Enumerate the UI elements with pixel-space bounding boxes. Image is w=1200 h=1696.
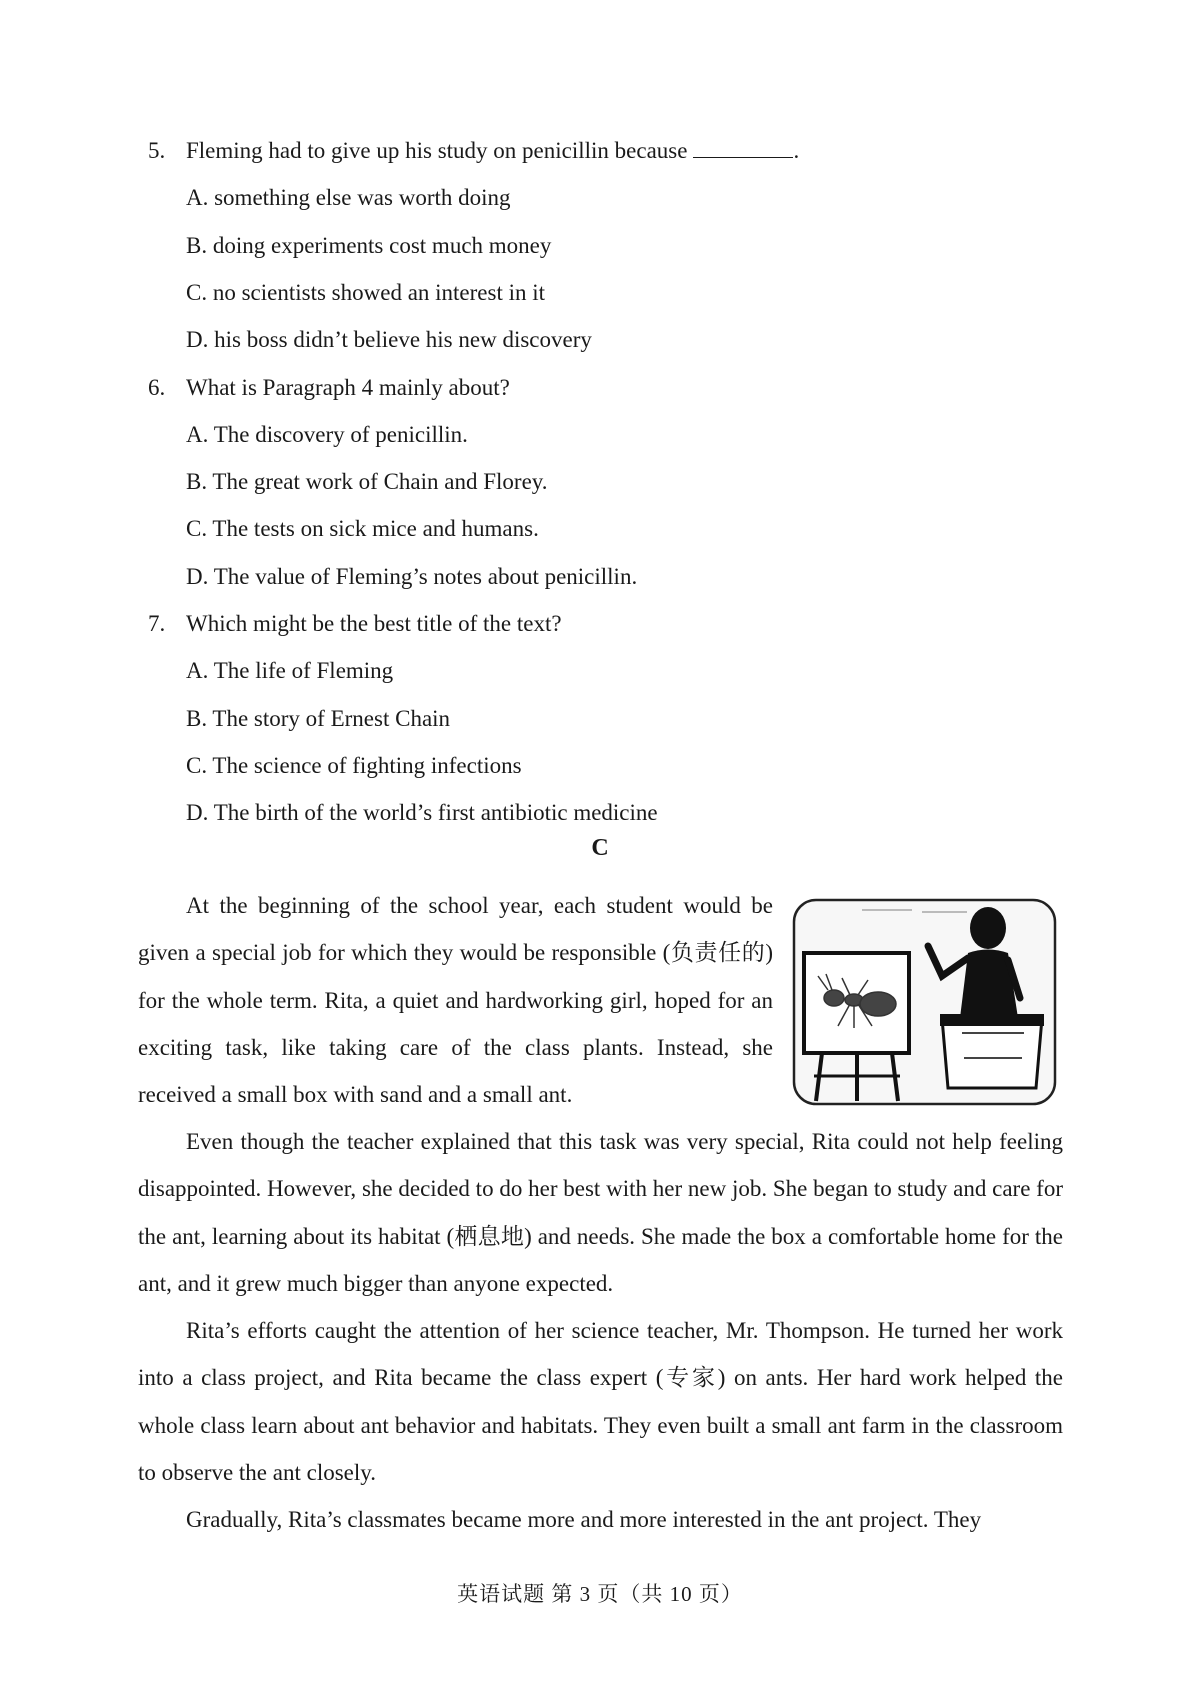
question-text: What is Paragraph 4 mainly about? (186, 374, 510, 400)
question-7 (148, 600, 1048, 836)
question-number: 5. (148, 138, 166, 163)
question-stem (148, 127, 1048, 174)
question-5 (148, 127, 1048, 363)
option-b: B. The great work of Chain and Florey. (186, 469, 548, 495)
option-c: C. The tests on sick mice and humans. (186, 516, 539, 542)
question-stem (148, 600, 1048, 647)
passage-paragraph-4: Gradually, Rita’s classmates became more and more interested in the ant project. They (186, 1507, 982, 1532)
passage-paragraph-1: At the beginning of the school year, each student would be given a special job for which they would be responsible (负责任的) for the whole term. Rita, a quiet and hardworking girl, hoped for an exciting task, like taking care of the class plants. Instead, she received a small box with sand and a small ant. (138, 893, 773, 1108)
section-title: C (591, 835, 609, 861)
desk-icon (940, 1014, 1044, 1088)
option-d: D. The value of Fleming’s notes about penicillin. (186, 563, 638, 589)
answer-blank (693, 139, 793, 158)
option-a: A. The life of Fleming (186, 658, 394, 684)
option-b: B. doing experiments cost much money (186, 232, 552, 258)
option-c: C. no scientists showed an interest in it (186, 279, 546, 305)
page-footer: 英语试题 第 3 页（共 10 页） (457, 1582, 743, 1606)
question-number: 6. (148, 374, 166, 400)
option-a: A. something else was worth doing (186, 185, 511, 211)
option-c: C. The science of fighting infections (186, 752, 522, 778)
question-6 (148, 364, 1048, 600)
passage-paragraph-3: Rita’s efforts caught the attention of her science teacher, Mr. Thompson. He turned her work into a class project, and Rita became the class expert (专家) on ants. Her hard work helped the whole class learn about ant behavior and habitats. They even built a small ant farm in the classroom to observe the ant closely. (138, 1318, 1063, 1485)
option-d: D. his boss didn’t believe his new discovery (186, 327, 592, 353)
question-number: 7. (148, 611, 166, 636)
stem-tail: . (793, 138, 800, 163)
passage-illustration (792, 898, 1057, 1106)
question-text: Fleming had to give up his study on penicillin because (186, 138, 688, 163)
question-stem (148, 364, 1048, 411)
option-d: D. The birth of the world’s first antibiotic medicine (186, 800, 658, 826)
option-b: B. The story of Ernest Chain (186, 705, 451, 731)
easel-icon (804, 953, 909, 1101)
option-a: A. The discovery of penicillin. (186, 421, 468, 447)
question-text: Which might be the best title of the text? (186, 611, 562, 636)
passage-paragraph-2: Even though the teacher explained that this task was very special, Rita could not help feeling disappointed. However, she decided to do her best with her new job. She began to study and care for the ant, learning about its habitat (栖息地) and needs. She made the box a comfortable home for the ant, and it grew much bigger than anyone expected. (138, 1129, 1063, 1296)
